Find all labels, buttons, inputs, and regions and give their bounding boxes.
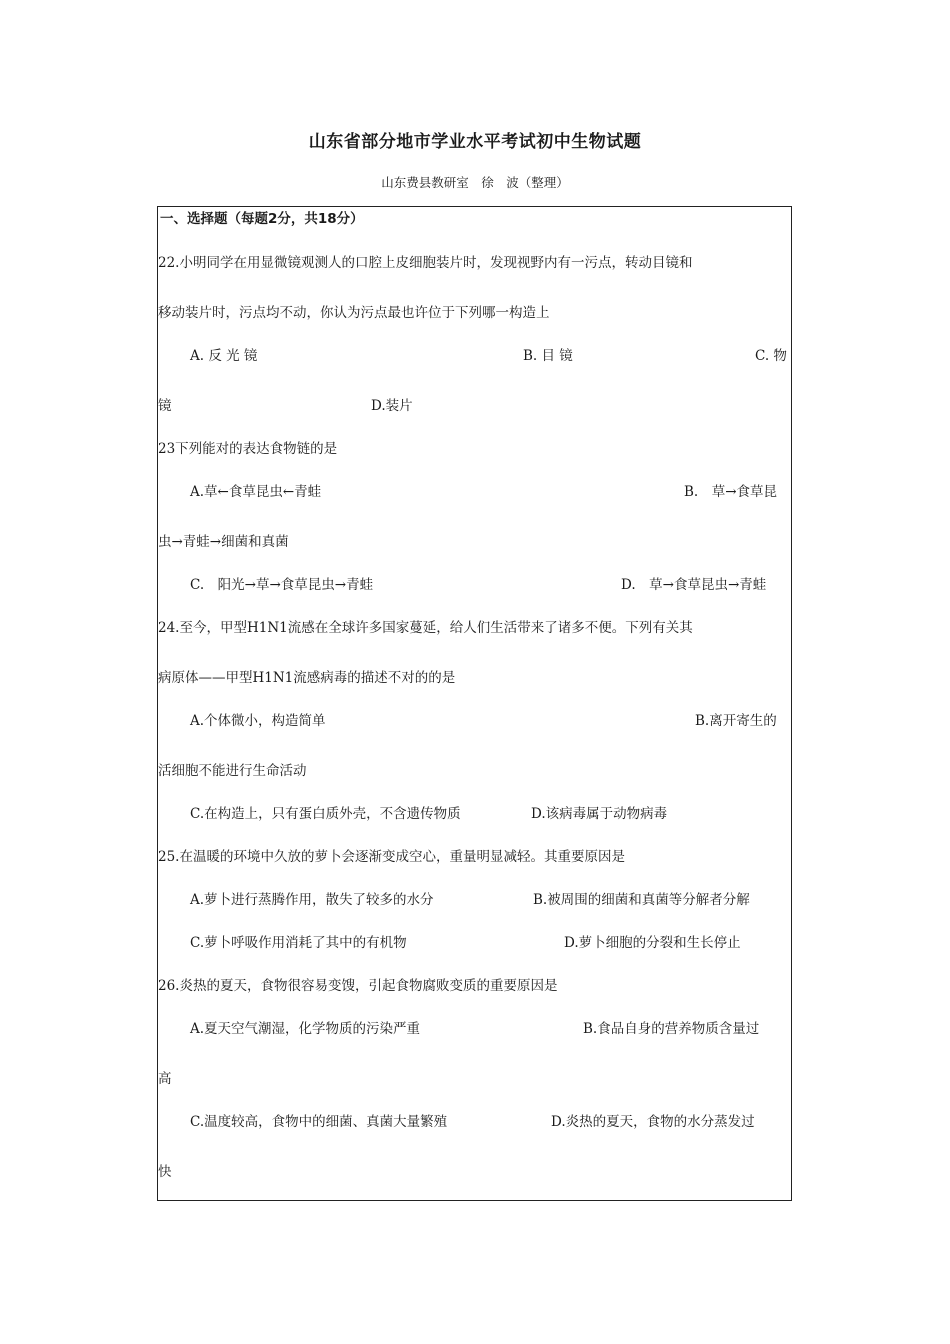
q22-stem-line1: 22.小明同学在用显微镜观测人的口腔上皮细胞装片时，发现视野内有一污点，转动目镜和 (158, 255, 693, 271)
q25-option-b: B.被周围的细菌和真菌等分解者分解 (533, 892, 750, 908)
q23-option-b-part2: 虫→青蛙→细菌和真菌 (158, 534, 289, 550)
q22-option-c-part2: 镜 (158, 398, 172, 414)
q24-option-c: C.在构造上，只有蛋白质外壳，不含遗传物质 (190, 806, 461, 822)
page-title: 山东省部分地市学业水平考试初中生物试题 (308, 132, 642, 152)
q24-option-b-part1: B.离开寄生的 (695, 713, 777, 729)
page-subtitle: 山东费县教研室 徐 波（整理） (381, 175, 569, 190)
q25-option-d: D.萝卜细胞的分裂和生长停止 (564, 935, 741, 951)
q22-option-c-part1: C. 物 (755, 348, 787, 364)
q24-option-d: D.该病毒属于动物病毒 (531, 806, 668, 822)
q23-option-d: D. 草→食草昆虫→青蛙 (621, 577, 767, 593)
q26-option-d-part2: 快 (158, 1164, 172, 1180)
q24-option-a: A.个体微小，构造简单 (190, 713, 326, 729)
q25-option-a: A.萝卜进行蒸腾作用，散失了较多的水分 (190, 892, 434, 908)
q23-option-b-part1: B. 草→食草昆 (684, 484, 778, 500)
q26-option-b-part1: B.食品自身的营养物质含量过 (583, 1021, 760, 1037)
q22-option-d: D.装片 (371, 398, 413, 414)
q24-option-b-part2: 活细胞不能进行生命活动 (158, 763, 307, 779)
q22-option-a: A. 反 光 镜 (190, 348, 258, 364)
q24-stem-line1: 24.至今，甲型H1N1流感在全球许多国家蔓延，给人们生活带来了诸多不便。下列有关其 (158, 620, 693, 636)
q26-option-a: A.夏天空气潮湿，化学物质的污染严重 (190, 1021, 421, 1037)
q26-option-d-part1: D.炎热的夏天，食物的水分蒸发过 (551, 1114, 755, 1130)
q23-stem: 23下列能对的表达食物链的是 (158, 441, 338, 457)
section-heading: 一、选择题（每题2分，共18分） (160, 211, 364, 227)
q23-option-a: A.草←食草昆虫←青蛙 (190, 484, 322, 500)
q26-option-c: C.温度较高，食物中的细菌、真菌大量繁殖 (190, 1114, 448, 1130)
q24-stem-line2: 病原体——甲型H1N1流感病毒的描述不对的的是 (158, 670, 456, 686)
q23-option-c: C. 阳光→草→食草昆虫→青蛙 (190, 577, 374, 593)
q22-option-b: B. 目 镜 (523, 348, 573, 364)
q22-stem-line2: 移动装片时，污点均不动，你认为污点最也许位于下列哪一构造上 (158, 305, 550, 321)
q26-option-b-part2: 高 (158, 1071, 172, 1087)
q25-stem: 25.在温暖的环境中久放的萝卜会逐渐变成空心，重量明显减轻。其重要原因是 (158, 849, 625, 865)
q25-option-c: C.萝卜呼吸作用消耗了其中的有机物 (190, 935, 407, 951)
q26-stem: 26.炎热的夏天，食物很容易变馊，引起食物腐败变质的重要原因是 (158, 978, 558, 994)
